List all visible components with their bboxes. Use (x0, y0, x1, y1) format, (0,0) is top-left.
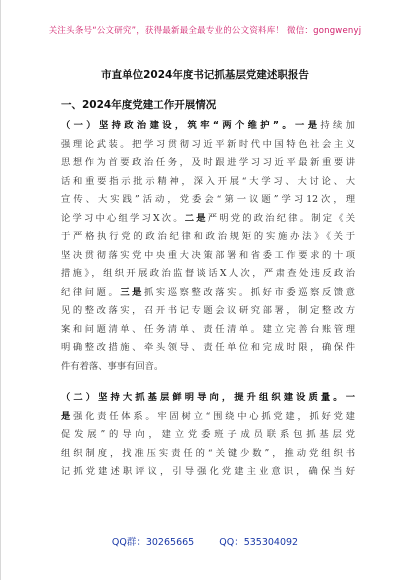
text-line: 件有着落、事事有回音。 (61, 360, 164, 372)
qq-number: QQ：535304092 (219, 537, 299, 548)
bold-lead: 三是 (120, 286, 145, 298)
text-line: 纪律问题。三是抓实巡察整改落实。抓好市委巡察反馈意 (61, 286, 355, 298)
text-line: 是强化责任体系。牢固树立“围绕中心抓党建，抓好党建 (61, 410, 355, 422)
text-line: （一）坚持政治建设，筑牢“两个维护”。一是持续加 (61, 120, 355, 131)
text-line: 思想作为首要政治任务，及时跟进学习习近平最新重要讲 (61, 157, 355, 168)
text-line: 明确整改措施、牵头领导、责任单位和完成时限，确保件 (61, 342, 355, 353)
contact-footer (1, 534, 408, 548)
bold-lead: 二是 (184, 212, 208, 224)
paragraph-organization-building (61, 389, 355, 482)
text-line: 于严格执行党的政治纪律和政治规矩的实施办法》《关于 (61, 231, 355, 242)
text-line: 案和问题清单、任务清单、责任清单。建立完善台账管理 (61, 323, 355, 335)
text-line (61, 389, 355, 408)
text-line: 记抓党建述职评议，引导强化党建主业意识，确保当好 (61, 466, 355, 477)
text-line: 措施》，组织开展政治监督谈话X人次，严肃查处违反政治 (61, 268, 355, 279)
text-line: 话和重要指示批示精神，深入开展“大学习、大讨论、大 (61, 175, 355, 187)
text-line: 宣传、大实践”活动，党委会“第一议题”学习12次，理 (61, 194, 355, 205)
text-line: 组织制度，找准压实责任的“关键少数”，推动党组织书 (61, 447, 355, 459)
section-heading: 一、2024年度党建工作开展情况 (61, 99, 217, 111)
bold-lead: 是 (61, 410, 74, 422)
text-line: 见的整改落实，召开书记专题会议研究部署，制定整改方 (61, 305, 355, 316)
text-line: 论学习中心组学习X次。二是严明党的政治纪律。制定《关 (61, 212, 355, 224)
bold-lead: （一）坚持政治建设，筑牢“两个维护”。一是 (61, 120, 321, 131)
document-title: 市直单位2024年度书记抓基层党建述职报告 (101, 69, 309, 81)
text-line: 坚决贯彻落实党中央重大决策部署和省委工作要求的十项 (61, 249, 355, 261)
promo-notice: 关注头条号“公文研究”，获得最新最全最专业的公文资料库！ 微信：gongwenyj (48, 26, 362, 36)
qq-group: QQ群：30265665 (111, 537, 195, 548)
paragraph-political-building (61, 117, 355, 376)
text-line: 强理论武装。把学习贯彻习近平新时代中国特色社会主义 (61, 138, 355, 150)
text-line: 促发展”的导向，建立党委班子成员联系包抓基层党 (61, 429, 355, 440)
bold-lead: （二）坚持大抓基层鲜明导向，提升组织建设质量。一 (61, 392, 355, 403)
